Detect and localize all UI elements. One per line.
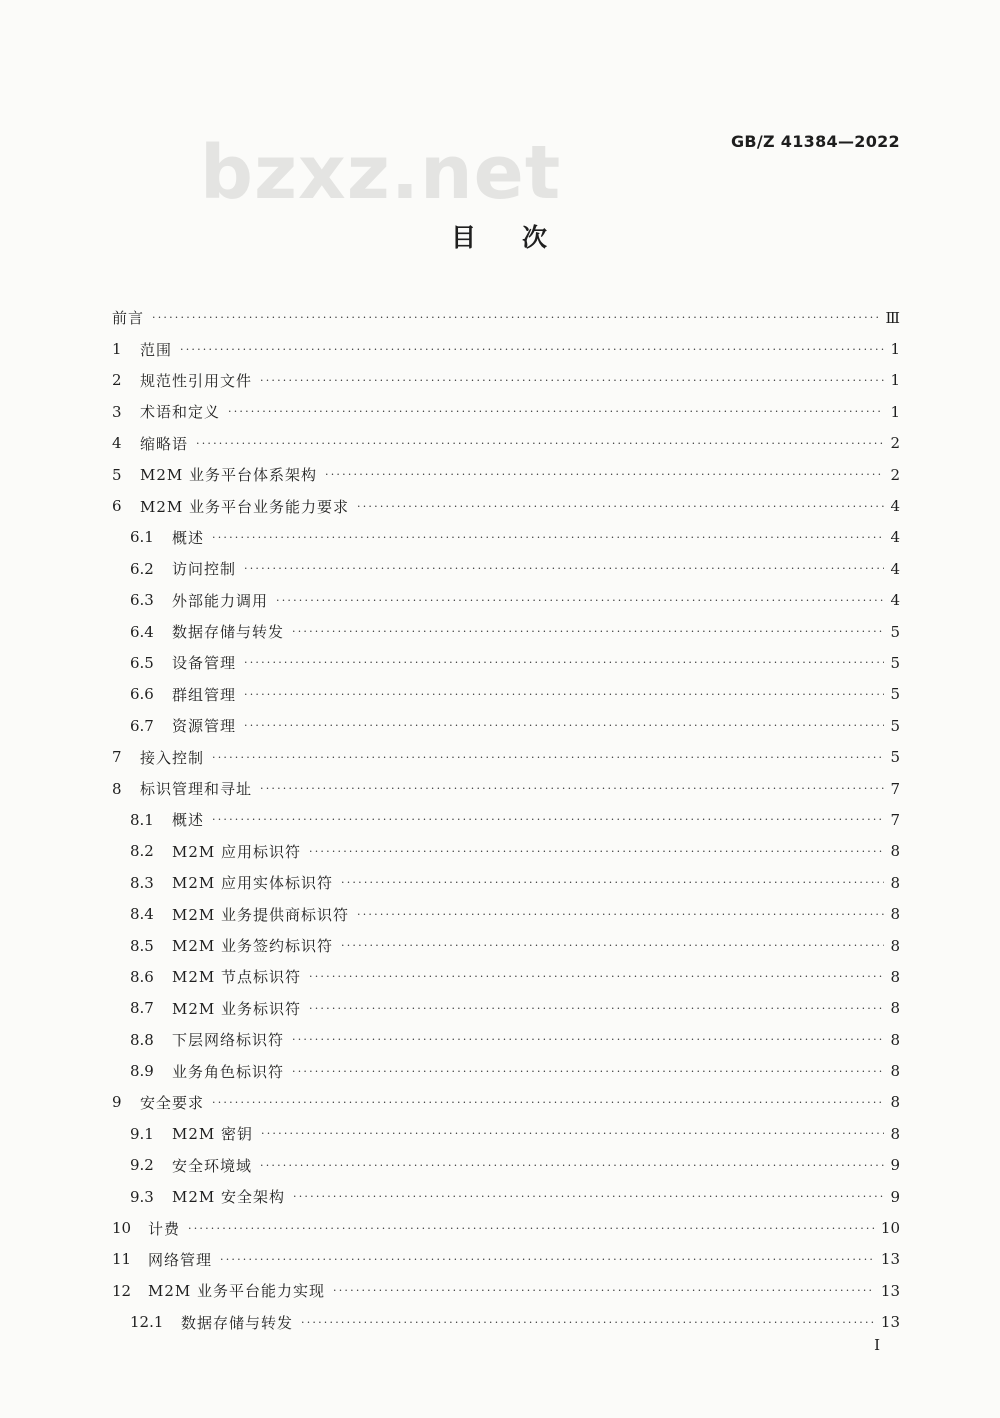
- toc-entry-number: 7: [112, 748, 122, 767]
- toc-entry-page: 5: [890, 716, 900, 735]
- toc-leader-dots: [276, 594, 884, 607]
- toc-leader-dots: [341, 876, 884, 889]
- toc-entry-page: 10: [880, 1219, 900, 1238]
- toc-entry-page: 9: [890, 1187, 900, 1206]
- toc-leader-dots: [260, 782, 884, 795]
- toc-title-char-2: 次: [522, 223, 550, 252]
- page-folio: Ⅰ: [874, 1336, 880, 1354]
- toc-entry-number: 6: [112, 497, 122, 516]
- toc-entry-number: 8.2: [130, 842, 154, 861]
- toc-entry[interactable]: [112, 961, 900, 992]
- toc-leader-dots: [357, 500, 884, 513]
- watermark: bzxz.net: [200, 130, 562, 216]
- toc-entry-number: 8: [112, 779, 122, 798]
- toc-entry[interactable]: [112, 679, 900, 710]
- toc-entry-label: 缩略语: [140, 434, 189, 453]
- toc-entry[interactable]: [112, 1244, 900, 1275]
- toc-entry-number: 8.4: [130, 905, 154, 924]
- toc-entry[interactable]: [112, 522, 900, 553]
- toc-leader-dots: [180, 343, 884, 356]
- toc-entry-page: 2: [890, 465, 900, 484]
- toc-entry[interactable]: [112, 585, 900, 616]
- toc-entry[interactable]: [112, 553, 900, 584]
- toc-leader-dots: [309, 970, 884, 983]
- toc-entry-number: 9.2: [130, 1156, 154, 1175]
- toc-entry-label: M2M 业务提供商标识符: [172, 905, 350, 924]
- toc-entry-number: 6.7: [130, 716, 154, 735]
- toc-entry-label: 设备管理: [172, 654, 237, 673]
- toc-leader-dots: [260, 1159, 884, 1172]
- toc-leader-dots: [228, 405, 884, 418]
- toc-leader-dots: [212, 751, 884, 764]
- toc-entry-number: 10: [112, 1219, 132, 1238]
- toc-entry-label: M2M 业务平台体系架构: [140, 466, 318, 485]
- toc-entry-page: Ⅲ: [885, 308, 900, 327]
- toc-leader-dots: [220, 1253, 875, 1266]
- toc-entry-page: 8: [890, 1062, 900, 1081]
- toc-entry[interactable]: [112, 333, 900, 364]
- toc-entry-page: 5: [890, 653, 900, 672]
- toc-entry-number: 4: [112, 434, 122, 453]
- toc-leader-dots: [309, 1002, 884, 1015]
- toc-entry-page: 13: [880, 1313, 900, 1332]
- toc-leader-dots: [301, 1316, 875, 1329]
- toc-entry-page: 4: [890, 497, 900, 516]
- toc-entry-page: 8: [890, 936, 900, 955]
- toc-entry-number: 3: [112, 402, 122, 421]
- toc-entry-number: 9.1: [130, 1124, 154, 1143]
- toc-leader-dots: [212, 813, 884, 826]
- toc-entry-page: 1: [890, 402, 900, 421]
- toc-entry-page: 8: [890, 999, 900, 1018]
- toc-entry[interactable]: [112, 428, 900, 459]
- toc-entry-page: 1: [890, 371, 900, 390]
- toc-entry-page: 8: [890, 905, 900, 924]
- toc-entry-page: 8: [890, 1093, 900, 1112]
- toc-entry[interactable]: [112, 616, 900, 647]
- toc-entry-page: 8: [890, 1030, 900, 1049]
- toc-entry-page: 7: [890, 779, 900, 798]
- toc-leader-dots: [341, 939, 884, 952]
- toc-leader-dots: [212, 1096, 884, 1109]
- toc-entry-label: M2M 密钥: [172, 1125, 254, 1144]
- toc-entry-label: M2M 业务签约标识符: [172, 937, 334, 955]
- toc-entry-label: 计费: [148, 1219, 181, 1238]
- toc-leader-dots: [293, 1190, 884, 1203]
- toc-entry[interactable]: [112, 1055, 900, 1086]
- toc-entry-page: 4: [890, 528, 900, 547]
- toc-entry-page: 8: [890, 1124, 900, 1143]
- toc-entry[interactable]: [112, 867, 900, 898]
- toc-entry-number: 8.7: [130, 999, 154, 1018]
- toc-entry-number: 8.8: [130, 1030, 154, 1049]
- toc-entry-label: 访问控制: [172, 560, 237, 579]
- toc-entry-label: 网络管理: [148, 1250, 213, 1269]
- toc-entry-page: 5: [890, 685, 900, 704]
- toc-entry-page: 8: [890, 842, 900, 861]
- toc-entry[interactable]: [112, 1275, 900, 1306]
- toc-leader-dots: [152, 311, 880, 324]
- toc-entry-label: 数据存储与转发: [172, 623, 285, 642]
- toc-entry-number: 8.5: [130, 936, 154, 955]
- toc-entry[interactable]: [112, 1307, 900, 1338]
- toc-leader-dots: [292, 1065, 884, 1078]
- toc-entry[interactable]: [112, 302, 900, 333]
- toc-entry-label: 术语和定义: [140, 403, 221, 422]
- toc-leader-dots: [188, 1222, 875, 1235]
- toc-entry-page: 8: [890, 873, 900, 892]
- toc-entry-number: 6.1: [130, 528, 154, 547]
- toc-entry-label: 安全要求: [140, 1093, 205, 1112]
- toc-leader-dots: [260, 374, 884, 387]
- toc-entry-number: 9: [112, 1093, 122, 1112]
- toc-entry[interactable]: [112, 490, 900, 521]
- toc-entry-page: 7: [890, 810, 900, 829]
- toc-entry[interactable]: [112, 647, 900, 678]
- toc-entry[interactable]: [112, 741, 900, 772]
- toc-entry-number: 6.3: [130, 591, 154, 610]
- toc-entry-label: 接入控制: [140, 748, 205, 767]
- toc-entry-page: 9: [890, 1156, 900, 1175]
- toc-entry-number: 12.1: [130, 1313, 164, 1332]
- toc-leader-dots: [292, 625, 884, 638]
- toc-leader-dots: [244, 562, 884, 575]
- toc-entry[interactable]: [112, 898, 900, 929]
- toc-entry[interactable]: [112, 1181, 900, 1212]
- toc-leader-dots: [244, 719, 884, 732]
- toc-entry-number: 6.6: [130, 685, 154, 704]
- toc-entry-label: 外部能力调用: [172, 591, 269, 610]
- toc-leader-dots: [357, 908, 884, 921]
- standard-code: GB/Z 41384—2022: [730, 132, 900, 151]
- toc-entry-number: 5: [112, 465, 122, 484]
- toc-entry-label: 标识管理和寻址: [140, 780, 253, 799]
- toc-entry-number: 2: [112, 371, 122, 390]
- toc-entry-label: 群组管理: [172, 685, 237, 704]
- toc-entry-label: 业务角色标识符: [172, 1062, 285, 1081]
- toc-entry-number: 6.5: [130, 653, 154, 672]
- toc-leader-dots: [244, 656, 884, 669]
- toc-entry-page: 8: [890, 967, 900, 986]
- toc-leader-dots: [196, 437, 884, 450]
- toc-entry-label: 前言: [112, 309, 145, 328]
- toc-entry-label: M2M 业务平台能力实现: [148, 1282, 326, 1301]
- toc-leader-dots: [333, 1284, 875, 1297]
- toc-entry-number: 11: [112, 1250, 132, 1269]
- toc-leader-dots: [292, 1033, 884, 1046]
- toc-entry-number: 6.2: [130, 559, 154, 578]
- toc-entry[interactable]: [112, 993, 900, 1024]
- toc-leader-dots: [325, 468, 884, 481]
- toc-entry[interactable]: [112, 1024, 900, 1055]
- toc-entry-number: 8.1: [130, 810, 154, 829]
- toc-entry[interactable]: [112, 1212, 900, 1243]
- toc-entry-label: 资源管理: [172, 717, 237, 736]
- toc-entry-label: 下层网络标识符: [172, 1031, 285, 1050]
- toc-entry-number: 8.6: [130, 967, 154, 986]
- toc-leader-dots: [309, 845, 884, 858]
- toc-entry[interactable]: [112, 1118, 900, 1149]
- toc-entry[interactable]: [112, 1087, 900, 1118]
- toc-entry-number: 6.4: [130, 622, 154, 641]
- toc-entry-page: 13: [880, 1250, 900, 1269]
- toc-entry-number: 1: [112, 340, 122, 359]
- toc-entry-label: 数据存储与转发: [181, 1313, 294, 1332]
- toc-leader-dots: [212, 531, 884, 544]
- toc-entry-label: 概述: [172, 811, 205, 830]
- toc-entry-number: 12: [112, 1281, 132, 1300]
- toc-entry[interactable]: [112, 459, 900, 490]
- toc-entry-page: 1: [890, 340, 900, 359]
- toc-entry[interactable]: [112, 1150, 900, 1181]
- toc-entry[interactable]: [112, 365, 900, 396]
- toc-entry-label: 范围: [140, 340, 173, 359]
- toc-entry[interactable]: [112, 773, 900, 804]
- toc-entry[interactable]: [112, 804, 900, 835]
- toc-entry-label: M2M 应用实体标识符: [172, 874, 334, 893]
- toc-entry-label: M2M 安全架构: [172, 1188, 286, 1207]
- toc-entry-number: 8.9: [130, 1062, 154, 1081]
- toc-entry-page: 13: [880, 1281, 900, 1300]
- toc-entry-number: 9.3: [130, 1187, 154, 1206]
- toc-title: [0, 218, 1000, 254]
- toc-entry-page: 5: [890, 622, 900, 641]
- toc-leader-dots: [244, 688, 884, 701]
- toc-entry-label: M2M 业务标识符: [172, 999, 302, 1018]
- toc-entry-page: 4: [890, 591, 900, 610]
- toc-entry[interactable]: [112, 710, 900, 741]
- toc-leader-dots: [261, 1127, 884, 1140]
- toc-entry-label: M2M 业务平台业务能力要求: [140, 497, 350, 516]
- toc-entry[interactable]: [112, 930, 900, 961]
- toc-entry-label: 安全环境域: [172, 1156, 253, 1175]
- toc-entry-label: M2M 应用标识符: [172, 842, 302, 861]
- toc-entry[interactable]: [112, 836, 900, 867]
- toc-entry-label: M2M 节点标识符: [172, 968, 302, 987]
- toc-entry-page: 5: [890, 748, 900, 767]
- toc-entry-label: 规范性引用文件: [140, 371, 253, 390]
- toc-entry-page: 4: [890, 559, 900, 578]
- toc-title-char-1: 目: [450, 223, 478, 252]
- toc-entry-page: 2: [890, 434, 900, 453]
- table-of-contents: [112, 302, 900, 1338]
- toc-entry[interactable]: [112, 396, 900, 427]
- toc-entry-number: 8.3: [130, 873, 154, 892]
- toc-entry-label: 概述: [172, 528, 205, 547]
